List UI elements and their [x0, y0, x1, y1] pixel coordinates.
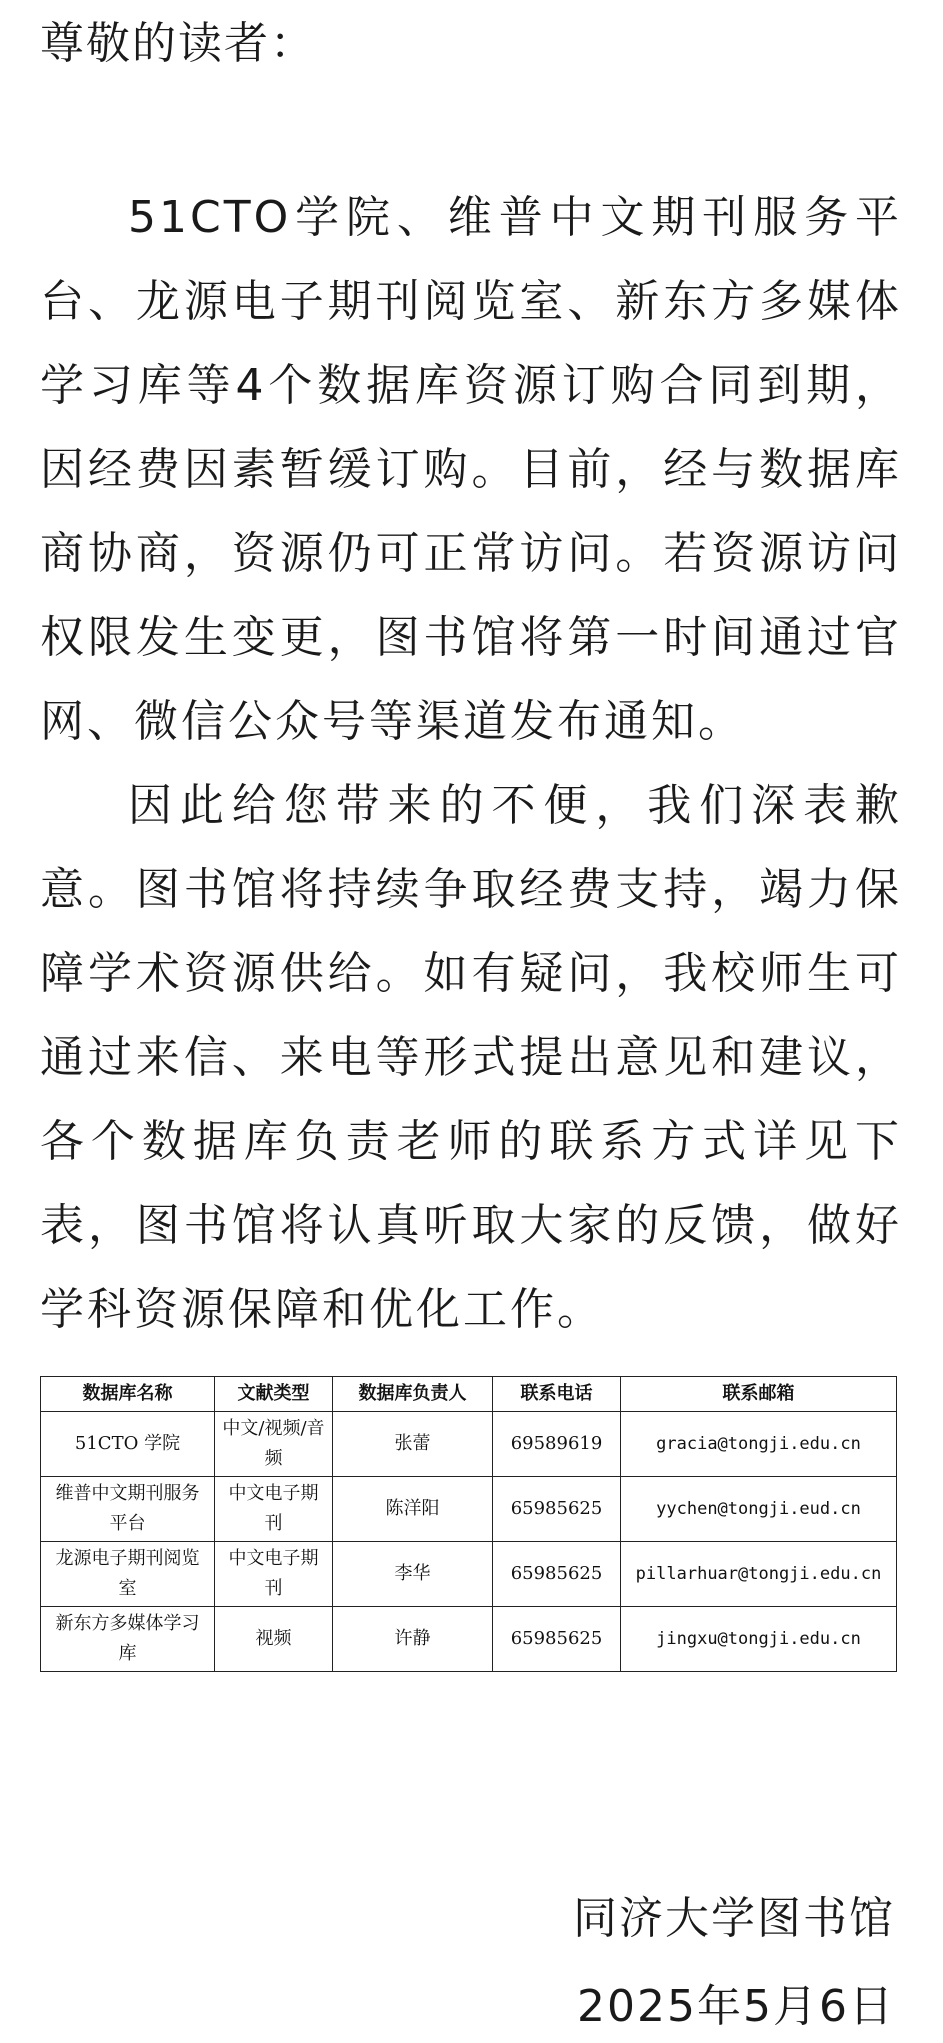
table-row [41, 1477, 897, 1542]
header-phone: 联系电话 [493, 1377, 621, 1412]
paragraph-contract-expiry: 51CTO学院、维普中文期刊服务平台、龙源电子期刊阅览室、新东方多媒体学习库等4个数据库资源订购合同到期，因经费因素暂缓订购。目前，经与数据库商协商，资源仍可正常访问。若资源访问权限发生变更，图书馆将第一时间通过官网、微信公众号等渠道发布通知。 [40, 192, 902, 747]
cell-phone: 65985625 [493, 1542, 621, 1607]
cell-contact-person: 张蕾 [333, 1412, 493, 1477]
table-row [41, 1412, 897, 1477]
cell-email: jingxu@tongji.edu.cn [621, 1607, 897, 1672]
header-document-type: 文献类型 [215, 1377, 333, 1412]
cell-email: gracia@tongji.edu.cn [621, 1412, 897, 1477]
cell-database-name: 新东方多媒体学习库 [41, 1607, 215, 1672]
cell-contact-person: 许静 [333, 1607, 493, 1672]
cell-document-type: 视频 [215, 1607, 333, 1672]
table-header-row [41, 1377, 897, 1412]
cell-email: pillarhuar@tongji.edu.cn [621, 1542, 897, 1607]
cell-document-type: 中文电子期刊 [215, 1542, 333, 1607]
cell-email: yychen@tongji.eud.cn [621, 1477, 897, 1542]
header-email: 联系邮箱 [621, 1377, 897, 1412]
cell-database-name: 龙源电子期刊阅览室 [41, 1542, 215, 1607]
cell-contact-person: 李华 [333, 1542, 493, 1607]
table-row [41, 1542, 897, 1607]
cell-phone: 65985625 [493, 1607, 621, 1672]
paragraph-apology: 因此给您带来的不便，我们深表歉意。图书馆将持续争取经费支持，竭力保障学术资源供给。如有疑问，我校师生可通过来信、来电等形式提出意见和建议，各个数据库负责老师的联系方式详见下表，图书馆将认真听取大家的反馈，做好学科资源保障和优化工作。 [40, 780, 902, 1335]
cell-contact-person: 陈洋阳 [333, 1477, 493, 1542]
salutation: 尊敬的读者： [40, 18, 316, 69]
table-row [41, 1607, 897, 1672]
cell-document-type: 中文电子期刊 [215, 1477, 333, 1542]
database-contact-table [40, 1376, 897, 1672]
header-contact-person: 数据库负责人 [333, 1377, 493, 1412]
cell-phone: 69589619 [493, 1412, 621, 1477]
cell-phone: 65985625 [493, 1477, 621, 1542]
signature-date: 2025年5月6日 [577, 1981, 895, 2032]
cell-document-type: 中文/视频/音频 [215, 1412, 333, 1477]
signature-organization: 同济大学图书馆 [573, 1893, 895, 1944]
cell-database-name: 维普中文期刊服务平台 [41, 1477, 215, 1542]
header-database-name: 数据库名称 [41, 1377, 215, 1412]
cell-database-name: 51CTO 学院 [41, 1412, 215, 1477]
